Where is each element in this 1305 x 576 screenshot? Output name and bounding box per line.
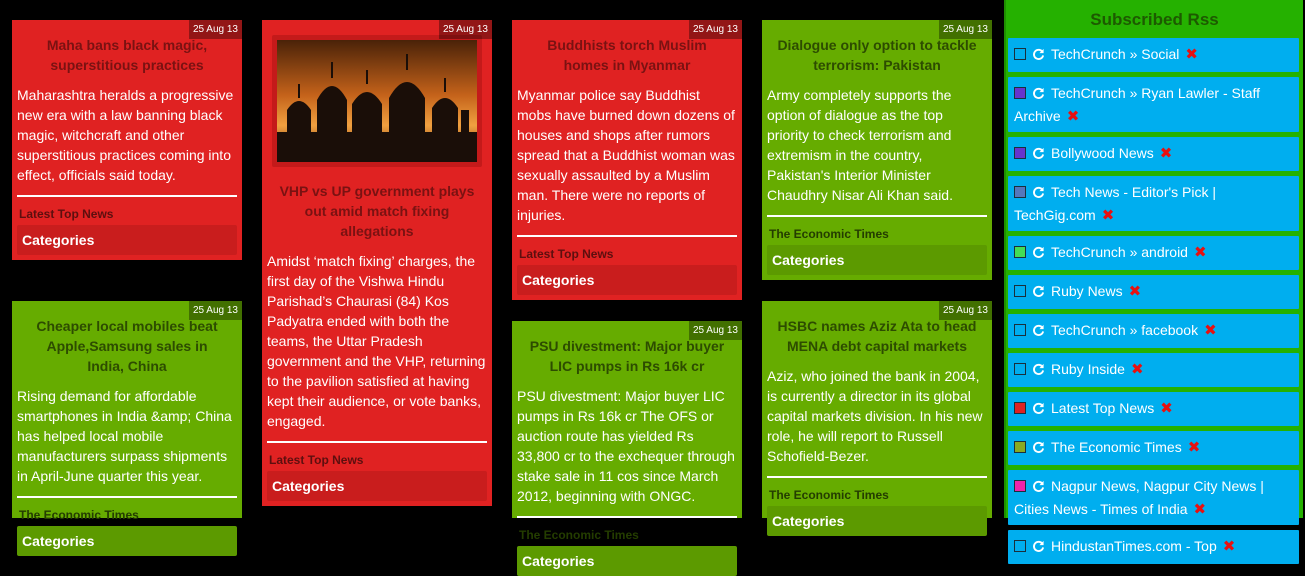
date-badge: 25 Aug 13 xyxy=(439,20,492,39)
refresh-icon[interactable] xyxy=(1032,400,1045,421)
temple-sunset-image xyxy=(277,40,477,162)
refresh-icon[interactable] xyxy=(1032,478,1045,499)
card-source: Latest Top News xyxy=(19,207,114,221)
feed-color-swatch[interactable] xyxy=(1014,87,1026,99)
card-title[interactable]: Dialogue only option to tackle terrorism: Pakistan xyxy=(777,37,977,73)
refresh-icon[interactable] xyxy=(1032,538,1045,559)
rss-feed-item[interactable] xyxy=(1008,353,1299,387)
delete-icon[interactable]: ✖ xyxy=(1128,283,1142,300)
card-description: Army completely supports the option of dialogue as the top priority to check terrorism and extremism in the country, Pakistan's Interior Minister Chaudhry Nisar Ali Khan said. xyxy=(767,85,987,217)
rss-feed-item[interactable] xyxy=(1008,38,1299,72)
news-card[interactable] xyxy=(512,20,742,300)
rss-feed-item[interactable] xyxy=(1008,77,1299,132)
feed-color-swatch[interactable] xyxy=(1014,186,1026,198)
feed-label[interactable]: HindustanTimes.com - Top xyxy=(1051,538,1217,554)
rss-feed-item[interactable] xyxy=(1008,314,1299,348)
categories-button[interactable]: Categories xyxy=(767,506,987,536)
categories-button[interactable]: Categories xyxy=(517,546,737,576)
card-source: Latest Top News xyxy=(269,453,364,467)
rss-feed-item[interactable] xyxy=(1008,236,1299,270)
refresh-icon[interactable] xyxy=(1032,244,1045,265)
card-source: The Economic Times xyxy=(519,528,639,542)
delete-icon[interactable]: ✖ xyxy=(1160,400,1173,417)
card-title[interactable]: Cheaper local mobiles beat Apple,Samsung sales in India, China xyxy=(36,318,218,374)
news-card[interactable] xyxy=(512,321,742,569)
delete-icon[interactable]: ✖ xyxy=(1101,207,1115,224)
categories-button[interactable]: Categories xyxy=(517,265,737,295)
news-card[interactable] xyxy=(12,301,242,549)
feed-label[interactable]: TechCrunch » Ryan Lawler - Staff Archive xyxy=(1014,85,1261,124)
categories-button[interactable]: Categories xyxy=(17,225,237,255)
card-source: The Economic Times xyxy=(19,508,139,522)
delete-icon[interactable]: ✖ xyxy=(1204,322,1217,339)
sidebar-title: Subscribed Rss xyxy=(1090,10,1219,29)
news-card[interactable] xyxy=(762,301,992,529)
card-source: The Economic Times xyxy=(769,227,889,241)
delete-icon[interactable]: ✖ xyxy=(1130,361,1144,378)
delete-icon[interactable]: ✖ xyxy=(1222,538,1236,555)
card-source: The Economic Times xyxy=(769,488,889,502)
feed-color-swatch[interactable] xyxy=(1014,324,1026,336)
card-description: Maharashtra heralds a progressive new era with a law banning black magic, witchcraft and other superstitious practices coming into effect, officials said today. xyxy=(17,85,237,197)
news-card[interactable] xyxy=(262,20,492,506)
categories-button[interactable]: Categories xyxy=(17,526,237,556)
feed-label[interactable]: TechCrunch » android xyxy=(1051,244,1188,260)
feed-color-swatch[interactable] xyxy=(1014,363,1026,375)
delete-icon[interactable]: ✖ xyxy=(1187,439,1201,456)
date-badge: 25 Aug 13 xyxy=(689,321,742,340)
feed-label[interactable]: Tech News - Editor's Pick | TechGig.com xyxy=(1014,184,1217,223)
refresh-icon[interactable] xyxy=(1032,439,1045,460)
feed-label[interactable]: TechCrunch » facebook xyxy=(1051,322,1199,338)
feed-label[interactable]: Ruby Inside xyxy=(1051,361,1125,377)
rss-feed-item[interactable] xyxy=(1008,530,1299,564)
rss-feed-item[interactable] xyxy=(1008,431,1299,465)
delete-icon[interactable]: ✖ xyxy=(1185,46,1198,63)
categories-button[interactable]: Categories xyxy=(767,245,987,275)
feed-color-swatch[interactable] xyxy=(1014,402,1026,414)
card-title[interactable]: Maha bans black magic, superstitious practices xyxy=(46,37,208,73)
feed-color-swatch[interactable] xyxy=(1014,246,1026,258)
news-card[interactable] xyxy=(12,20,242,260)
feed-color-swatch[interactable] xyxy=(1014,48,1026,60)
delete-icon[interactable]: ✖ xyxy=(1193,244,1207,261)
delete-icon[interactable]: ✖ xyxy=(1066,108,1080,125)
card-source: Latest Top News xyxy=(519,247,614,261)
card-description: Rising demand for affordable smartphones in India &amp; China has helped local mobile manufacturers surpass shipments in April-June quarter this year. xyxy=(17,386,237,498)
feed-color-swatch[interactable] xyxy=(1014,441,1026,453)
card-thumbnail[interactable] xyxy=(272,35,482,167)
date-badge: 25 Aug 13 xyxy=(939,301,992,320)
feed-color-swatch[interactable] xyxy=(1014,147,1026,159)
card-description: PSU divestment: Major buyer LIC pumps in Rs 16k cr The OFS or auction route has yielded Rs 33,800 cr to the exchequer through stake sale in 11 cos since March 2012, beginning with ONGC. xyxy=(517,386,737,518)
rss-feed-item[interactable] xyxy=(1008,275,1299,309)
refresh-icon[interactable] xyxy=(1032,145,1045,166)
refresh-icon[interactable] xyxy=(1032,46,1045,67)
refresh-icon[interactable] xyxy=(1032,85,1045,106)
categories-button[interactable]: Categories xyxy=(267,471,487,501)
delete-icon[interactable]: ✖ xyxy=(1159,145,1173,162)
card-title[interactable]: HSBC names Aziz Ata to head MENA debt capital markets xyxy=(777,318,977,354)
card-title[interactable]: Buddhists torch Muslim homes in Myanmar xyxy=(547,37,707,73)
feed-color-swatch[interactable] xyxy=(1014,285,1026,297)
date-badge: 25 Aug 13 xyxy=(189,20,242,39)
feed-label[interactable]: TechCrunch » Social xyxy=(1051,46,1180,62)
rss-feed-item[interactable] xyxy=(1008,470,1299,525)
feed-color-swatch[interactable] xyxy=(1014,480,1026,492)
refresh-icon[interactable] xyxy=(1032,361,1045,382)
refresh-icon[interactable] xyxy=(1032,283,1045,304)
subscribed-rss-panel xyxy=(1004,0,1303,555)
feed-label[interactable]: Ruby News xyxy=(1051,283,1123,299)
feed-label[interactable]: The Economic Times xyxy=(1051,439,1182,455)
card-description: Amidst ‘match fixing’ charges, the first day of the Vishwa Hindu Parishad’s Chaurasi (84) Kos Padyatra ended with both the teams, the Uttar Pradesh government and the VHP, returning to the pavilion satisfied at having kept their audience, or vote banks, engaged. xyxy=(267,251,487,443)
card-title[interactable]: VHP vs UP government plays out amid match fixing allegations xyxy=(279,183,475,239)
rss-list xyxy=(1006,38,1303,564)
refresh-icon[interactable] xyxy=(1032,184,1045,205)
date-badge: 25 Aug 13 xyxy=(189,301,242,320)
feed-color-swatch[interactable] xyxy=(1014,540,1026,552)
card-description: Myanmar police say Buddhist mobs have burned down dozens of houses and shops after rumors spread that a Buddhist woman was sexually assaulted by a Muslim man. There were no reports of injuries. xyxy=(517,85,737,237)
rss-feed-item[interactable] xyxy=(1008,137,1299,171)
date-badge: 25 Aug 13 xyxy=(689,20,742,39)
refresh-icon[interactable] xyxy=(1032,322,1045,343)
rss-feed-item[interactable] xyxy=(1008,392,1299,426)
delete-icon[interactable]: ✖ xyxy=(1193,501,1207,518)
date-badge: 25 Aug 13 xyxy=(939,20,992,39)
feed-label[interactable]: Nagpur News, Nagpur City News | Cities News - Times of India xyxy=(1014,478,1264,517)
card-title[interactable]: PSU divestment: Major buyer LIC pumps in Rs 16k cr xyxy=(529,338,725,374)
feed-label[interactable]: Bollywood News xyxy=(1051,145,1154,161)
news-card[interactable] xyxy=(762,20,992,280)
feed-label[interactable]: Latest Top News xyxy=(1051,400,1155,416)
rss-feed-item[interactable] xyxy=(1008,176,1299,231)
card-description: Aziz, who joined the bank in 2004, is currently a director in its global capital markets division. In his new role, he will report to Russell Schofield-Bezer. xyxy=(767,366,987,478)
